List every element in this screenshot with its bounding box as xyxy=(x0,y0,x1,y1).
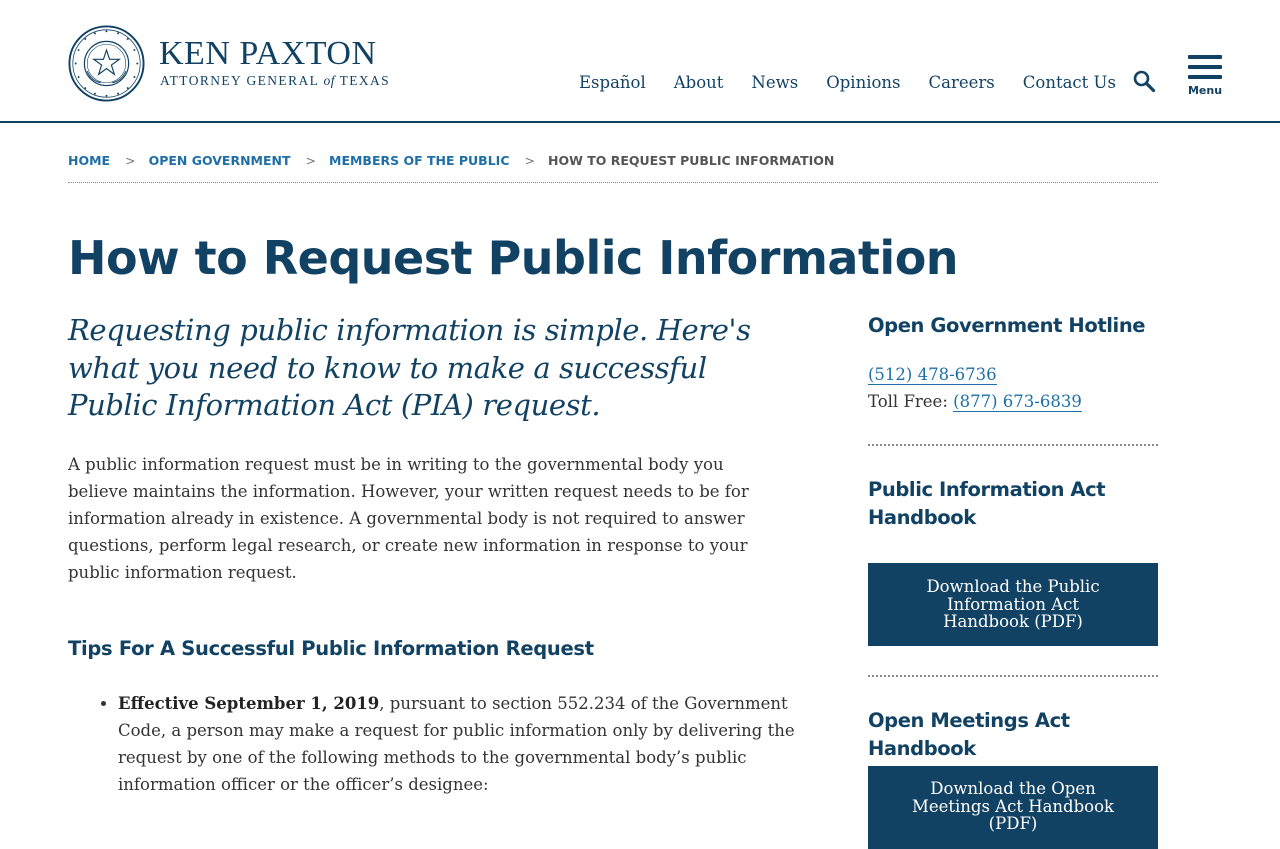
hamburger-icon-bar xyxy=(1188,75,1222,79)
menu-label: Menu xyxy=(1187,84,1223,97)
toll-free-line xyxy=(868,388,1082,415)
brand-subtitle-left: ATTORNEY GENERAL xyxy=(160,73,319,88)
breadcrumb-separator: > xyxy=(305,153,317,168)
breadcrumb-link-open-government[interactable]: OPEN GOVERNMENT xyxy=(148,153,291,168)
breadcrumb-link-home[interactable]: HOME xyxy=(68,153,111,168)
hotline-heading: Open Government Hotline xyxy=(868,314,1146,337)
list-item xyxy=(118,690,836,798)
breadcrumb xyxy=(68,153,1158,183)
nav-link-contact-us[interactable]: Contact Us xyxy=(1022,72,1116,92)
tips-heading: Tips For A Successful Public Information Request xyxy=(68,637,594,660)
search-icon xyxy=(1132,69,1156,93)
intro-lede: Requesting public information is simple. Here's what you need to know to make a successful Public Information Act (PIA) request. xyxy=(68,313,751,422)
intro-paragraph: A public information request must be in writing to the governmental body you believe maintains the information. However, your written request needs to be for information already in existence. A governmental body is not required to answer questions, perform legal research, or create new information in response to your public information request. xyxy=(68,455,749,582)
hamburger-icon-bar xyxy=(1188,65,1222,69)
breadcrumb-separator: > xyxy=(524,153,535,168)
nav-link-espanol[interactable]: Español xyxy=(579,72,646,92)
hotline-phone-link[interactable]: (512) 478-6736 xyxy=(868,365,997,384)
hamburger-icon xyxy=(1188,55,1222,59)
nav-link-careers[interactable]: Careers xyxy=(928,72,995,92)
download-oma-handbook-button[interactable]: Download the Open Meetings Act Handbook (PDF) xyxy=(868,766,1158,849)
nav-link-opinions[interactable]: Opinions xyxy=(826,72,901,92)
attorney-general-seal-icon xyxy=(68,25,145,102)
nav-link-news[interactable]: News xyxy=(751,72,799,92)
toll-free-phone-link[interactable]: (877) 673-6839 xyxy=(953,392,1082,411)
menu-button[interactable] xyxy=(1187,55,1223,99)
site-header xyxy=(0,0,1280,123)
brand-subtitle xyxy=(160,73,390,89)
brand-subtitle-of: of xyxy=(323,73,336,88)
tips-list xyxy=(68,690,836,798)
brand-name: KEN PAXTON xyxy=(159,35,377,72)
search-button[interactable] xyxy=(1132,69,1156,93)
breadcrumb-separator: > xyxy=(125,153,136,168)
sidebar-divider xyxy=(868,675,1158,677)
tip-text: , pursuant to section 552.234 of the Government Code, a person may make a request for public information only by delivering the request by one of the following methods to the governmental body’s public information officer or the officer’s designee: xyxy=(118,694,795,794)
nav-link-about[interactable]: About xyxy=(673,72,724,92)
oma-handbook-heading: Open Meetings Act Handbook xyxy=(868,709,1070,760)
brand-subtitle-right: TEXAS xyxy=(339,73,391,88)
toll-free-label: Toll Free: xyxy=(868,392,954,411)
breadcrumb-current: HOW TO REQUEST PUBLIC INFORMATION xyxy=(548,153,835,168)
site-logo-link[interactable] xyxy=(68,25,391,103)
pia-handbook-heading: Public Information Act Handbook xyxy=(868,478,1106,529)
sidebar-divider xyxy=(868,444,1158,446)
top-navigation xyxy=(565,70,1130,94)
tip-bold-lead: Effective September 1, 2019 xyxy=(118,694,380,713)
hotline-phone-line xyxy=(868,361,997,388)
download-pia-handbook-button[interactable]: Download the Public Information Act Handbook (PDF) xyxy=(868,563,1158,646)
page-title: How to Request Public Information xyxy=(68,231,959,285)
breadcrumb-link-members-of-the-public[interactable]: MEMBERS OF THE PUBLIC xyxy=(329,153,510,168)
